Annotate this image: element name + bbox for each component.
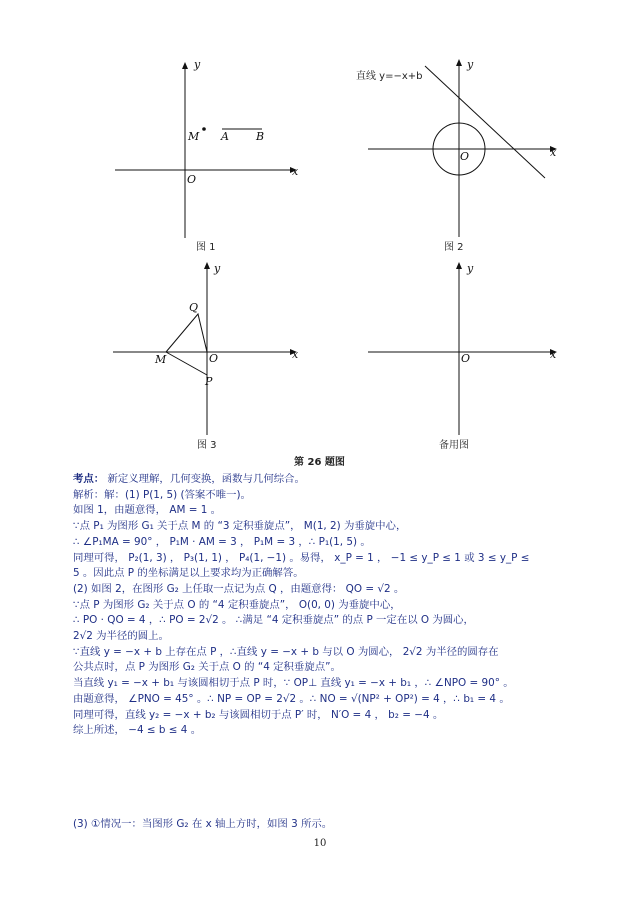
fig1-label-o: O bbox=[187, 173, 197, 186]
solution-line: ∴ ∠P₁MA = 90° ， P₁M · AM = 3 ， P₁M = 3 ，∴ P₁(1, 5) 。 bbox=[73, 535, 371, 548]
fig2-line-label: 直线 y=−x+b bbox=[356, 71, 423, 82]
fig2-caption: 图 2 bbox=[444, 242, 464, 253]
solution-line: 如图 1，由题意得， AM = 1 。 bbox=[73, 504, 222, 517]
solution-line: ∴ PO · QO = 4 ，∴ PO = 2√2 。 ∴满足 “4 定积垂旋点” 的点 P 一定在以 O 为圆心， bbox=[73, 614, 474, 627]
solution-line: 同理可得，直线 y₂ = −x + b₂ 与该圆相切于点 P′ 时， N′O = 4 ， b₂ = −4 。 bbox=[73, 708, 444, 721]
fig1-point-m-dot bbox=[202, 127, 206, 131]
solution-line: ∵直线 y = −x + b 上存在点 P ，∴直线 y = −x + b 与以 O 为圆心， 2√2 为半径的圆存在 bbox=[73, 645, 499, 658]
figure-2 bbox=[356, 58, 557, 253]
fig2-label-o: O bbox=[460, 150, 470, 163]
kaodian-line bbox=[73, 472, 573, 488]
part3-line: (3) ①情况一：当图形 G₂ 在 x 轴上方时，如图 3 所示。 bbox=[73, 817, 333, 830]
fig1-label-y: y bbox=[194, 58, 201, 71]
figure-3 bbox=[113, 262, 299, 451]
fig2-label-y: y bbox=[467, 58, 474, 71]
fig3-label-o: O bbox=[209, 352, 219, 365]
fig3-label-x: x bbox=[292, 348, 299, 361]
fig1-label-m: M bbox=[188, 130, 200, 143]
kaodian-label: 考点： bbox=[73, 473, 105, 485]
fig4-label-x: x bbox=[550, 348, 557, 361]
page-number: 10 bbox=[313, 838, 327, 849]
fig2-label-x: x bbox=[550, 146, 557, 159]
solution-block bbox=[73, 472, 573, 833]
fig2-line bbox=[425, 66, 545, 178]
fig1-label-a: A bbox=[221, 130, 229, 143]
fig3-caption: 图 3 bbox=[197, 440, 217, 451]
solution-line: 解析：解：(1) P(1, 5) (答案不唯一)。 bbox=[73, 488, 251, 501]
fig1-label-x: x bbox=[292, 165, 299, 178]
solution-line: 当直线 y₁ = −x + b₁ 与该圆相切于点 P 时，∵ OP⊥ 直线 y₁ = −x + b₁ ，∴ ∠NPO = 90° 。 bbox=[73, 677, 514, 690]
solution-line: ∵点 P 为图形 G₂ 关于点 O 的 “4 定积垂旋点”， O(0, 0) 为垂旋中心， bbox=[73, 598, 401, 611]
figures-title: 第 26 题图 bbox=[294, 457, 345, 468]
fig3-label-q: Q bbox=[189, 301, 199, 314]
solution-line: 综上所述， −4 ≤ b ≤ 4 。 bbox=[73, 724, 202, 737]
fig3-triangle-mqo bbox=[166, 314, 207, 352]
solution-line: 公共点时，点 P 为图形 G₂ 关于点 O 的 “4 定积垂旋点”。 bbox=[73, 661, 341, 674]
fig4-label-o: O bbox=[461, 352, 471, 365]
figure-1 bbox=[115, 58, 299, 253]
solution-line: (2) 如图 2，在图形 G₂ 上任取一点记为点 Q ，由题意得： QO = √2 。 bbox=[73, 582, 405, 595]
fig3-label-y: y bbox=[214, 262, 221, 275]
fig3-label-m: M bbox=[155, 353, 167, 366]
solution-line: 同理可得， P₂(1, 3) ， P₃(1, 1) ， P₄(1, −1) 。易得， x_P = 1 ， −1 ≤ y_P ≤ 1 或 3 ≤ y_P ≤ bbox=[73, 551, 530, 564]
fig1-caption: 图 1 bbox=[196, 242, 216, 253]
fig1-label-b: B bbox=[256, 130, 265, 143]
figure-4 bbox=[368, 262, 557, 451]
solution-line: 5 。因此点 P 的坐标满足以上要求均为正确解答。 bbox=[73, 567, 304, 580]
solution-line: 2√2 为半径的圆上。 bbox=[73, 630, 169, 643]
solution-line: ∵点 P₁ 为图形 G₁ 关于点 M 的 “3 定积垂旋点”， M(1, 2) 为垂旋中心， bbox=[73, 520, 407, 533]
kaodian-text: 新定义理解，几何变换，函数与几何综合。 bbox=[107, 473, 305, 485]
fig4-label-y: y bbox=[467, 262, 474, 275]
fig4-caption: 备用图 bbox=[439, 440, 469, 451]
fig3-segment-mp bbox=[166, 352, 207, 375]
fig3-label-p: P bbox=[205, 375, 213, 388]
spacer bbox=[73, 739, 573, 817]
solution-line: 由题意得， ∠PNO = 45° 。∴ NP = OP = 2√2 。∴ NO = √(NP² + OP²) = 4 ，∴ b₁ = 4 。 bbox=[73, 692, 510, 705]
